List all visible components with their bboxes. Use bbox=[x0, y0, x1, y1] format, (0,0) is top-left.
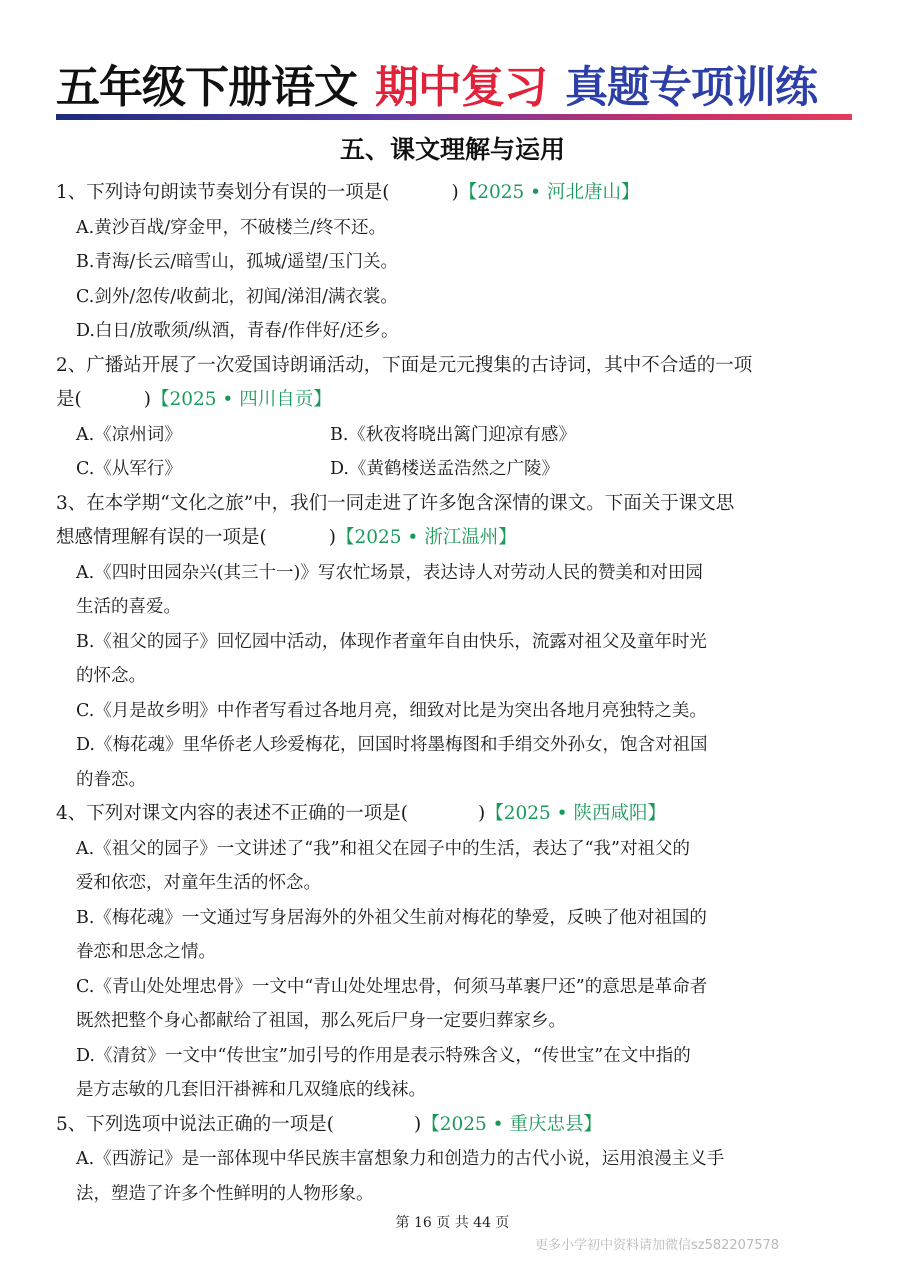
question-stem-continued: 想感情理解有误的一项是( )【2025 • 浙江温州】 bbox=[56, 527, 517, 548]
source-tag: 【2025 • 四川自贡】 bbox=[150, 389, 332, 410]
question-stem: 3、在本学期“文化之旅”中，我们一同走进了许多饱含深情的课文。下面关于课文思 bbox=[56, 492, 735, 514]
option-d: D.白日/放歌须/纵酒，青春/作伴好/还乡。 bbox=[76, 321, 399, 341]
option-a: A.黄沙百战/穿金甲，不破楼兰/终不还。 bbox=[76, 217, 386, 238]
question-stem: 5、下列选项中说法正确的一项是( )【2025 • 重庆忠县】 bbox=[56, 1113, 602, 1135]
option-a: A.《凉州词》 bbox=[76, 424, 182, 445]
option-d: D.《黄鹤楼送孟浩然之广陵》 bbox=[330, 459, 559, 479]
option-b-continued: 的怀念。 bbox=[76, 666, 146, 686]
option-a-continued: 爱和依恋，对童年生活的怀念。 bbox=[76, 873, 321, 893]
questions-container bbox=[56, 176, 856, 1211]
source-tag: 【2025 • 陕西咸阳】 bbox=[485, 803, 666, 824]
question-stem-continued: 是( )【2025 • 四川自贡】 bbox=[56, 389, 332, 410]
question-stem: 1、下列诗句朗读节奏划分有误的一项是( )【2025 • 河北唐山】 bbox=[56, 182, 640, 203]
question-2 bbox=[56, 349, 856, 487]
option-a: A.《祖父的园子》一文讲述了“我”和祖父在园子中的生活，表达了“我”对祖父的 bbox=[76, 838, 690, 859]
section-title: 五、课文理解与运用 bbox=[339, 135, 565, 164]
option-c-continued: 既然把整个身心都献给了祖国，那么死后尸身一定要归葬家乡。 bbox=[76, 1011, 566, 1031]
option-a: A.《西游记》是一部体现中华民族丰富想象力和创造力的古代小说，运用浪漫主义手 bbox=[76, 1149, 725, 1169]
page-header bbox=[56, 58, 852, 118]
option-d: D.《清贫》一文中“传世宝”加引号的作用是表示特殊含义，“传世宝”在文中指的 bbox=[76, 1045, 691, 1066]
question-stem: 2、广播站开展了一次爱国诗朗诵活动，下面是元元搜集的古诗词，其中不合适的一项 bbox=[56, 354, 753, 376]
watermark: 更多小学初中资料请加微信sz582207578 bbox=[535, 1238, 780, 1253]
source-tag: 【2025 • 重庆忠县】 bbox=[421, 1113, 602, 1135]
page-number: 第 16 页 共 44 页 bbox=[395, 1215, 510, 1231]
options-row bbox=[56, 418, 856, 453]
option-a-continued: 法，塑造了许多个性鲜明的人物形象。 bbox=[76, 1183, 374, 1204]
option-d: D.《梅花魂》里华侨老人珍爱梅花，回国时将墨梅图和手绢交外孙女，饱含对祖国 bbox=[76, 735, 708, 755]
question-3 bbox=[56, 487, 856, 798]
option-b: B.《祖父的园子》回忆园中活动，体现作者童年自由快乐，流露对祖父及童年时光 bbox=[76, 631, 707, 652]
question-1 bbox=[56, 176, 856, 349]
options-row bbox=[56, 452, 856, 487]
source-tag: 【2025 • 河北唐山】 bbox=[458, 182, 640, 203]
option-d-continued: 是方志敏的几套旧汗褂裤和几双缝底的线袜。 bbox=[76, 1080, 426, 1100]
option-b: B.《梅花魂》一文通过写身居海外的外祖父生前对梅花的挚爱，反映了他对祖国的 bbox=[76, 907, 707, 928]
header-grade-title: 五年级下册语文 bbox=[56, 62, 357, 113]
option-c: C.《从军行》 bbox=[76, 459, 182, 479]
option-d-continued: 的眷恋。 bbox=[76, 769, 146, 790]
header-training-title: 真题专项训练 bbox=[565, 63, 817, 113]
option-a: A.《四时田园杂兴(其三十一)》写农忙场景，表达诗人对劳动人民的赞美和对田园 bbox=[76, 562, 703, 583]
option-b: B.青海/长云/暗雪山，孤城/遥望/玉门关。 bbox=[76, 252, 399, 272]
question-4 bbox=[56, 797, 856, 1108]
question-5 bbox=[56, 1108, 856, 1212]
question-stem: 4、下列对课文内容的表述不正确的一项是( )【2025 • 陕西咸阳】 bbox=[56, 803, 666, 824]
option-b: B.《秋夜将晓出篱门迎凉有感》 bbox=[330, 424, 576, 445]
option-b-continued: 眷恋和思念之情。 bbox=[76, 942, 216, 962]
header-midterm-title: 期中复习 bbox=[375, 62, 547, 113]
option-c: C.剑外/忽传/收蓟北，初闻/涕泪/满衣裳。 bbox=[76, 286, 398, 307]
option-c: C.《月是故乡明》中作者写看过各地月亮，细致对比是为突出各地月亮独特之美。 bbox=[76, 700, 707, 721]
option-c: C.《青山处处埋忠骨》一文中“青山处处埋忠骨，何须马革裹尸还”的意思是革命者 bbox=[76, 976, 708, 997]
source-tag: 【2025 • 浙江温州】 bbox=[335, 527, 517, 548]
header-divider bbox=[56, 114, 852, 120]
option-a-continued: 生活的喜爱。 bbox=[76, 597, 181, 617]
